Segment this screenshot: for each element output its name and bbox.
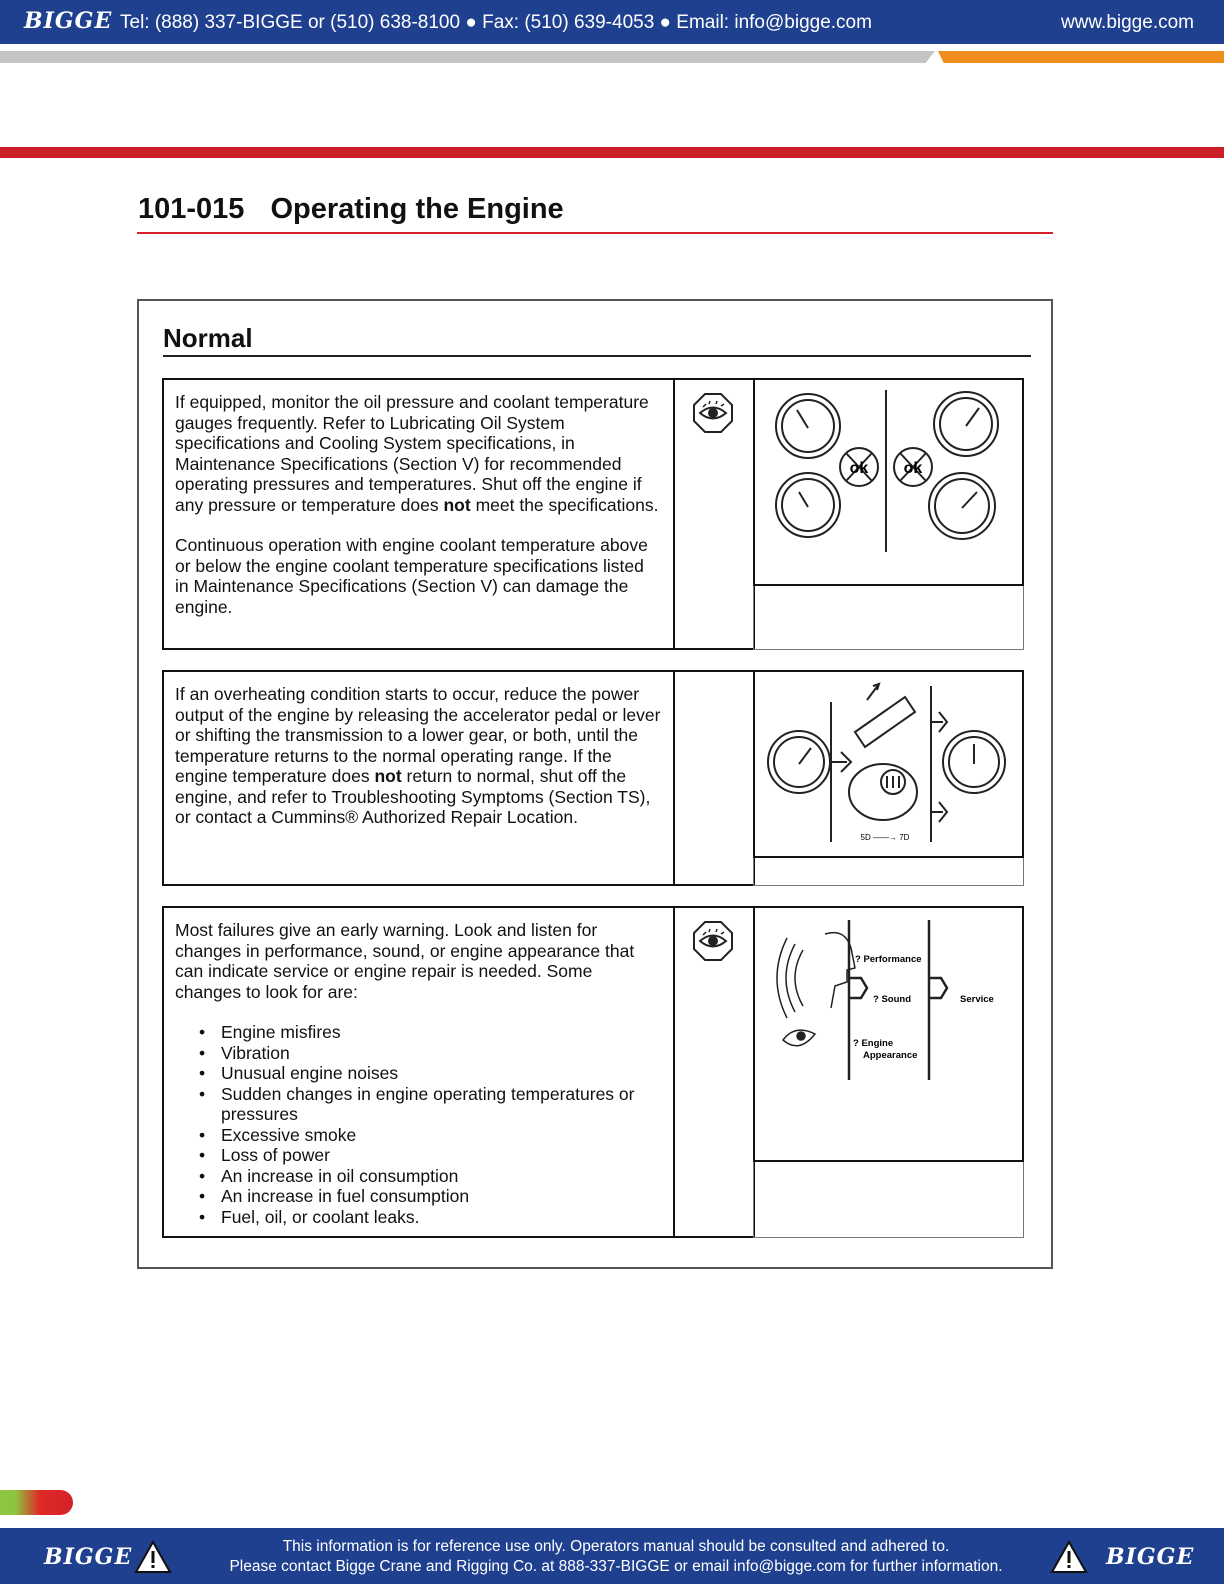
section-number: 101-015 xyxy=(138,193,245,225)
step-3-intro: Most failures give an early warning. Look and listen for changes in performance, sound, or engine appearance that can indicate service or engine repair is needed. Some changes to look for are: xyxy=(175,920,635,1002)
appearance-label: Appearance xyxy=(863,1050,918,1061)
footer-bar xyxy=(0,1528,1224,1584)
overheat-drawing xyxy=(755,672,1022,856)
contact-info: Tel: (888) 337-BIGGE or (510) 638-8100 ● Fax: (510) 639-4053 ● Email: info@bigge.com xyxy=(120,12,872,33)
ok-mark-right: ok xyxy=(903,460,923,477)
subheading-rule xyxy=(163,355,1031,357)
bigge-logo[interactable]: BIGGE xyxy=(24,8,113,34)
step-2-image-caption-area xyxy=(753,858,1024,886)
ok-mark-left: ok xyxy=(849,460,869,477)
step-2-text-b: return to normal, shut off the engine, and refer to Troubleshooting Symptoms (Section TS), or contact a Cummins® Authorized Repair Location. xyxy=(175,766,651,827)
step-2-overheat-illustration xyxy=(753,670,1024,858)
step-2-icon-cell xyxy=(673,670,755,886)
list-item: • Loss of power xyxy=(211,1145,662,1166)
warning-triangle-icon xyxy=(134,1540,172,1574)
step-2-text xyxy=(162,670,675,886)
warning-signs-list xyxy=(211,1022,662,1227)
list-item: • An increase in oil consumption xyxy=(211,1166,662,1187)
list-item: • Vibration xyxy=(211,1043,662,1064)
step-3 xyxy=(162,906,1032,1238)
title-underline xyxy=(137,232,1053,234)
step-3-diagnosis-illustration xyxy=(753,906,1024,1162)
list-item: • Unusual engine noises xyxy=(211,1063,662,1084)
list-item: • Fuel, oil, or coolant leaks. xyxy=(211,1207,662,1228)
warning-triangle-icon xyxy=(1050,1540,1088,1574)
page-tab-marker xyxy=(0,1490,73,1515)
step-1-paragraph-2: Continuous operation with engine coolant temperature above or below the engine coolant temperature specifications listed in Maintenance Specifications (Section V) can damage the engine. xyxy=(175,535,648,617)
step-3-image-caption-area xyxy=(753,1162,1024,1238)
footer-line-2: Please contact Bigge Crane and Rigging Co. at 888-337-BIGGE or email info@bigge.com for further information. xyxy=(229,1558,1003,1575)
subheading-normal: Normal xyxy=(163,323,253,353)
step-2-text-a: If an overheating condition starts to occur, reduce the power output of the engine by releasing the accelerator pedal or lever or shifting the transmission to a lower gear, or both, until the temperature returns to the normal operating range. If the engine temperature does xyxy=(175,684,661,786)
footer-logo-left[interactable]: BIGGE xyxy=(44,1544,133,1570)
service-label: Service xyxy=(960,994,994,1005)
step-1-gauges-illustration xyxy=(753,378,1024,586)
step-3-text xyxy=(162,906,675,1238)
performance-label: ? Performance xyxy=(855,954,922,965)
step-1-text xyxy=(162,378,675,650)
sound-label: ? Sound xyxy=(873,994,911,1005)
gray-accent-stripe xyxy=(0,51,935,63)
section-title xyxy=(138,193,564,226)
eye-inspection-icon xyxy=(693,393,733,433)
list-item: • Engine misfires xyxy=(211,1022,662,1043)
gear-shift-label: 5D ——→ 7D xyxy=(860,833,910,842)
step-1-image-caption-area xyxy=(753,586,1024,650)
step-2-emphasis: not xyxy=(374,766,402,786)
step-3-icon-cell xyxy=(673,906,755,1238)
step-2 xyxy=(162,670,1032,886)
list-item: • Excessive smoke xyxy=(211,1125,662,1146)
footer-disclaimer xyxy=(200,1537,1032,1577)
footer-logo-right[interactable]: BIGGE xyxy=(1106,1544,1195,1570)
step-1-emphasis: not xyxy=(443,494,471,515)
eye-inspection-icon xyxy=(693,921,733,961)
list-item: • An increase in fuel consumption xyxy=(211,1186,662,1207)
red-divider-band xyxy=(0,147,1224,158)
diagnosis-drawing xyxy=(755,908,1022,1160)
orange-accent-stripe xyxy=(938,51,1224,63)
engine-label: ? Engine xyxy=(853,1038,894,1049)
footer-line-1: This information is for reference use only. Operators manual should be consulted and adhered to. xyxy=(282,1538,950,1555)
procedure-box xyxy=(137,299,1053,1269)
section-title-text: Operating the Engine xyxy=(270,193,564,225)
website-link[interactable]: www.bigge.com xyxy=(1060,12,1194,33)
list-item: • Sudden changes in engine operating temperatures or pressures xyxy=(211,1084,662,1125)
gauges-drawing xyxy=(755,380,1022,584)
top-header-bar xyxy=(0,0,1224,44)
step-1-text-a: If equipped, monitor the oil pressure and coolant temperature gauges frequently. Refer to Lubricating Oil System specifications and Cooling System specifications, in Maintenance Specifications (Section V) for recommended operating pressures and temperatures. Shut off the engine if any pressure or temperature does xyxy=(175,392,649,515)
step-1-text-b: meet the specifications. xyxy=(470,494,659,515)
step-1 xyxy=(162,378,1032,650)
step-1-icon-cell xyxy=(673,378,755,650)
